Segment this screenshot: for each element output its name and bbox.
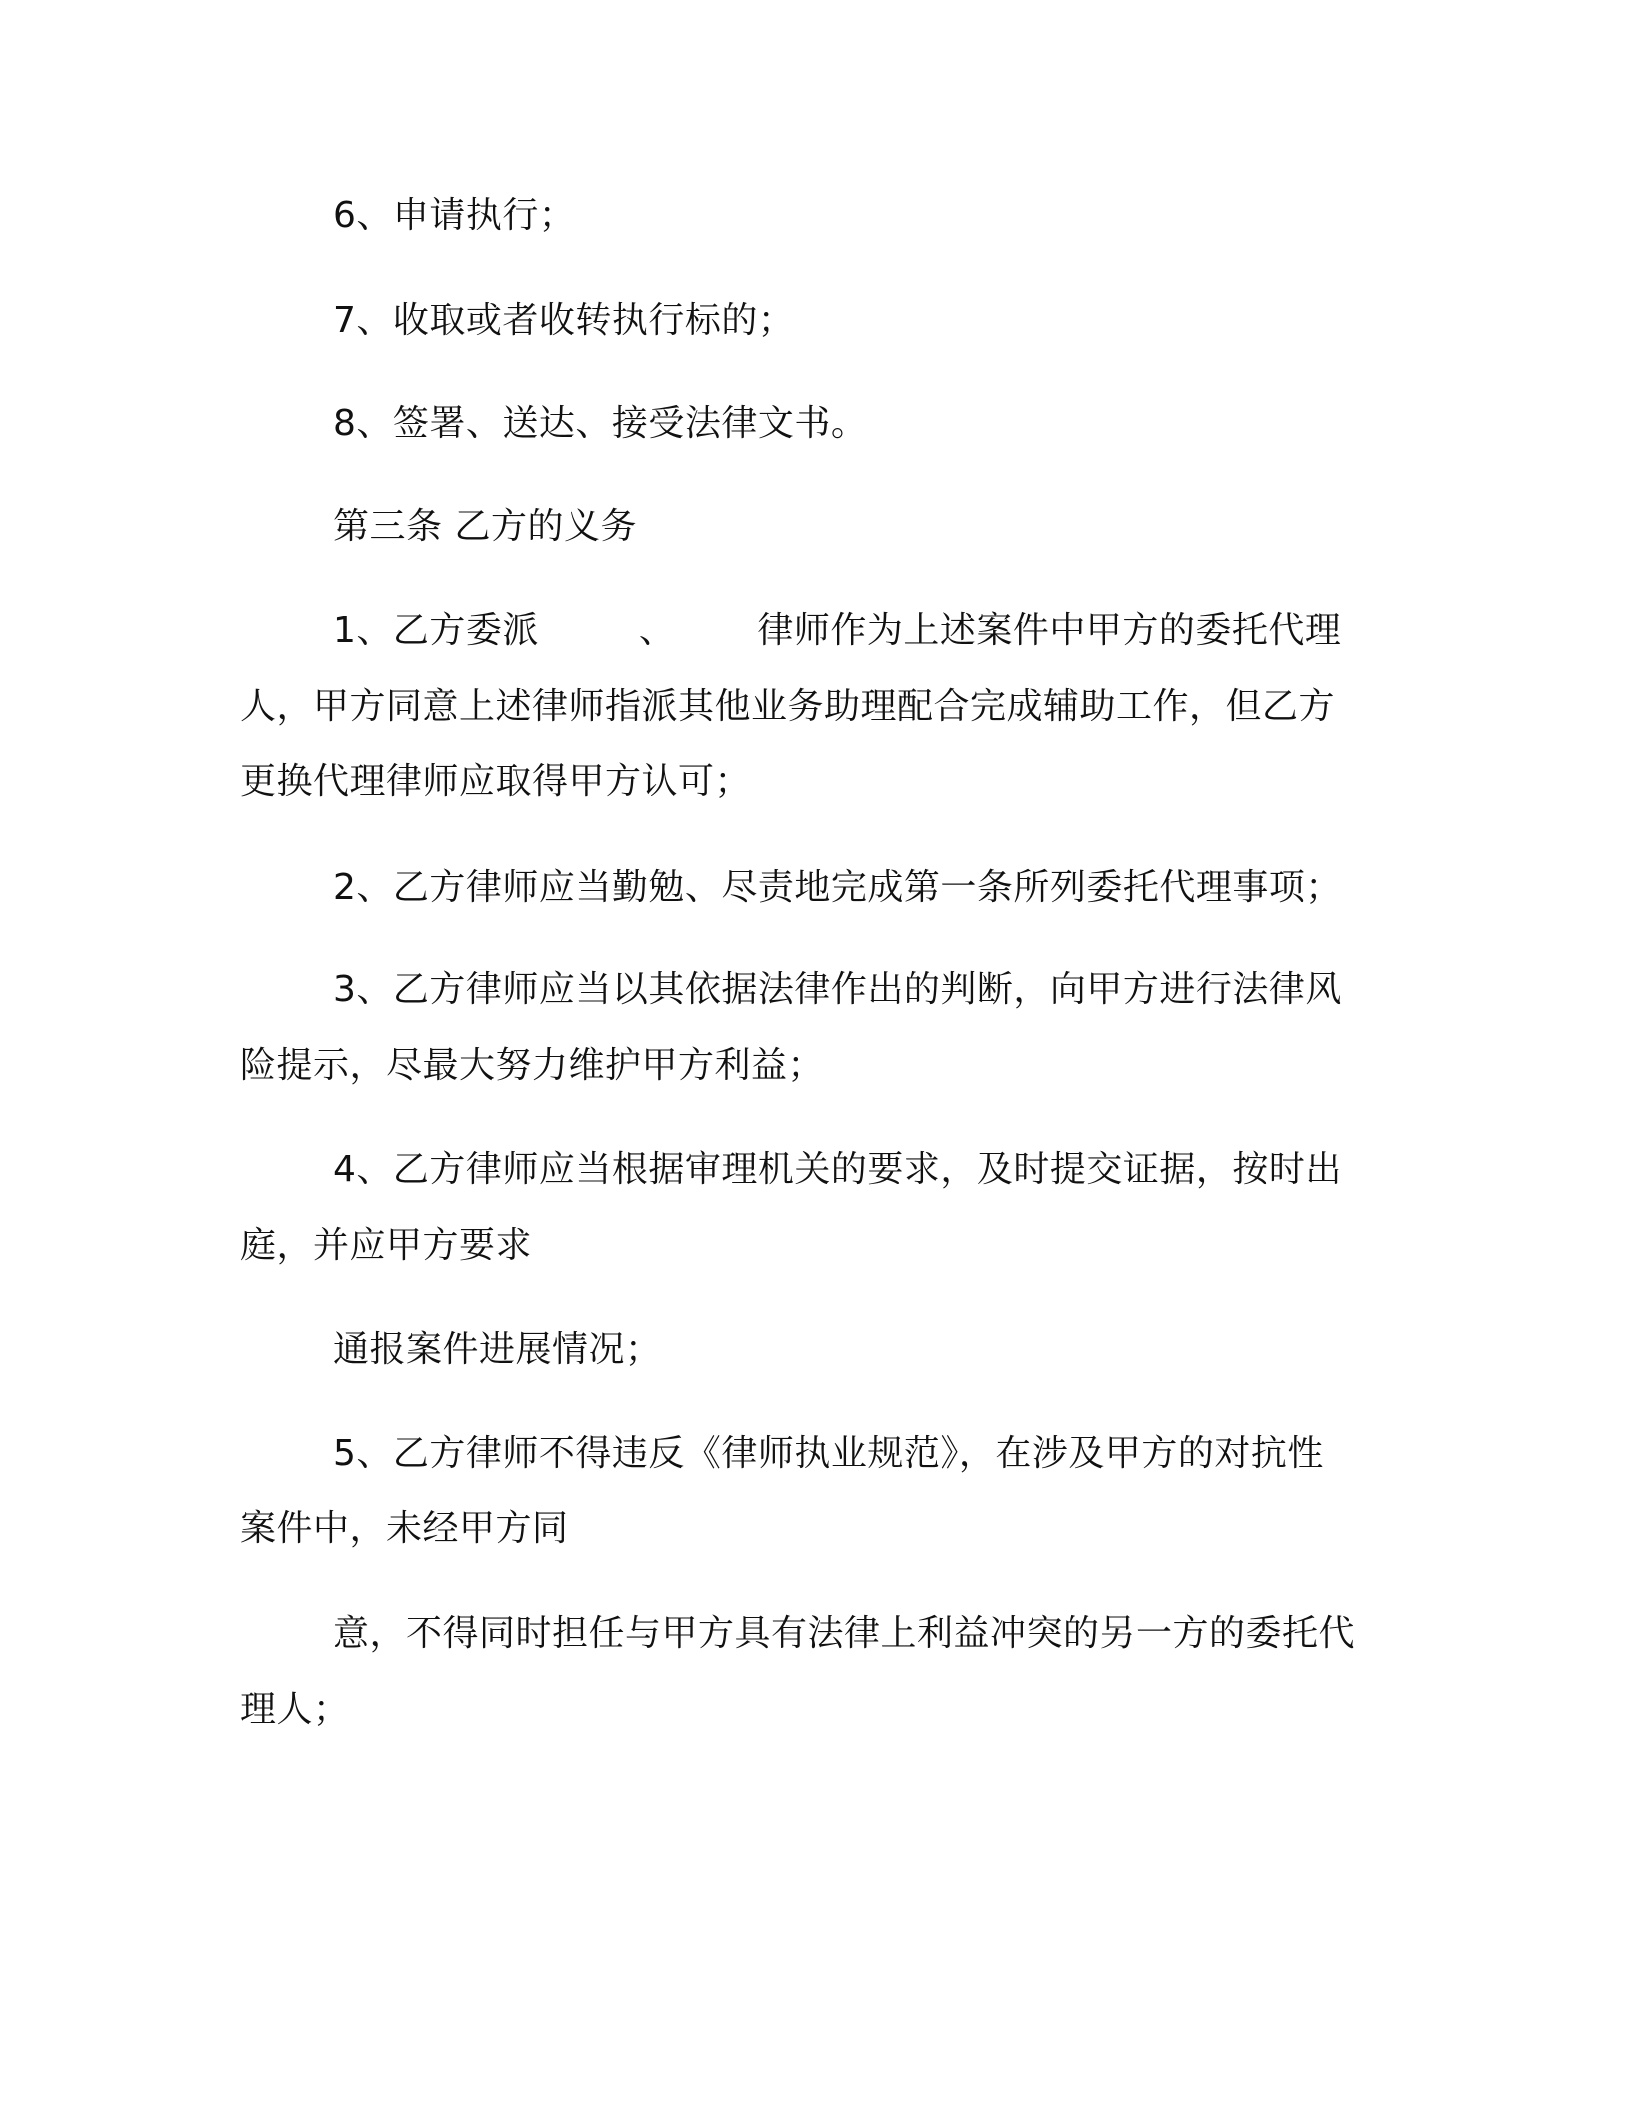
obligation-4-line-1: 4、乙方律师应当根据审理机关的要求，及时提交证据，按时出 — [333, 1149, 1342, 1190]
obligation-1-line-2: 人，甲方同意上述律师指派其他业务助理配合完成辅助工作，但乙方 — [240, 686, 1336, 727]
obligation-1-part-b: 律师作为上述案件中甲方的委托代理 — [757, 610, 1342, 651]
clause-item-7: 7、收取或者收转执行标的； — [333, 300, 795, 341]
obligation-5-line-2: 案件中，未经甲方同 — [240, 1508, 569, 1549]
obligation-2: 2、乙方律师应当勤勉、尽责地完成第一条所列委托代理事项； — [333, 867, 1342, 908]
obligation-5-line-1: 5、乙方律师不得违反《律师执业规范》，在涉及甲方的对抗性 — [333, 1433, 1324, 1474]
obligation-4-line-3: 通报案件进展情况； — [333, 1329, 662, 1370]
obligation-4-line-2: 庭，并应甲方要求 — [240, 1225, 533, 1266]
obligation-3-line-1: 3、乙方律师应当以其依据法律作出的判断，向甲方进行法律风 — [333, 969, 1342, 1010]
obligation-3-line-2: 险提示，尽最大努力维护甲方利益； — [240, 1045, 825, 1086]
obligation-1-line-3: 更换代理律师应取得甲方认可； — [240, 761, 752, 802]
obligation-5-line-4: 理人； — [240, 1689, 350, 1730]
clause-item-8: 8、签署、送达、接受法律文书。 — [333, 403, 868, 444]
obligation-1-separator: 、 — [638, 610, 676, 651]
obligation-1-part-a: 1、乙方委派 — [333, 610, 539, 651]
clause-item-6: 6、申请执行； — [333, 195, 576, 236]
obligation-1-line-1 — [333, 607, 1341, 655]
section-heading-article-3: 第三条 乙方的义务 — [333, 506, 637, 547]
obligation-5-line-3: 意，不得同时担任与甲方具有法律上利益冲突的另一方的委托代 — [333, 1613, 1356, 1654]
